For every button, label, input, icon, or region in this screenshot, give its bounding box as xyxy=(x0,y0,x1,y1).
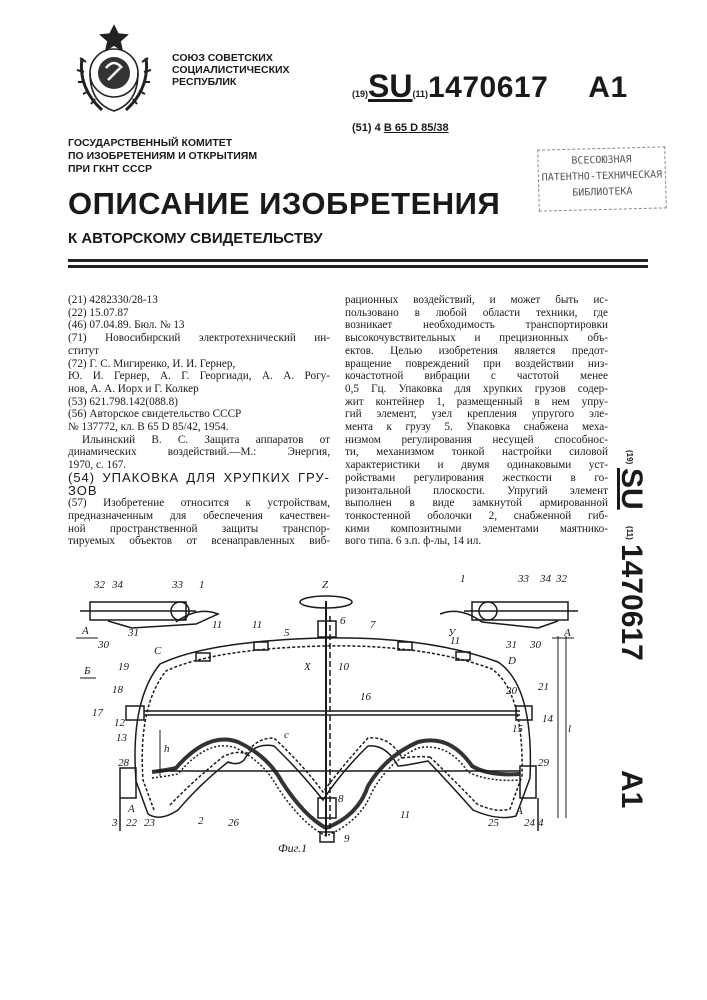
abstract-line: мента к грузу 5. Упаковка снабжена меха- xyxy=(345,421,608,434)
label-32: 32 xyxy=(556,573,567,585)
divider xyxy=(68,259,648,262)
label-31: 31 xyxy=(506,639,517,651)
biblio-line: 1970, с. 167. xyxy=(68,459,127,472)
label-33: 33 xyxy=(518,573,529,585)
biblio-line: (53) 621.798.142(088.8) xyxy=(68,395,178,408)
code-19: (19) xyxy=(352,89,369,99)
label-A: А xyxy=(82,625,89,637)
label-32: 32 xyxy=(94,579,105,591)
label-11: 11 xyxy=(212,619,223,631)
side-patent-number-text: 1470617 xyxy=(615,544,648,661)
side-code-19: (19) xyxy=(625,450,634,465)
union-name xyxy=(172,52,290,88)
label-17: 17 xyxy=(92,707,103,719)
label-14: 14 xyxy=(542,713,553,725)
abstract-line: кочастотной вибрации с частотой менее xyxy=(345,370,608,383)
side-code-11: (11) xyxy=(625,526,634,540)
document-title: ОПИСАНИЕ ИЗОБРЕТЕНИЯ xyxy=(68,186,501,221)
stamp-line: ВСЕСОЮЗНАЯ xyxy=(571,154,632,167)
figure-caption: Фиг.1 xyxy=(278,841,308,855)
ipc-class: B 65 D 85/38 xyxy=(383,122,449,134)
union-line: СОЮЗ СОВЕТСКИХ xyxy=(172,52,273,64)
abstract-line: кими композитными элементами маятнико- xyxy=(345,522,608,535)
abstract-line: предназначенным для обеспечения качествен- xyxy=(68,509,330,522)
label-7: 7 xyxy=(370,619,376,631)
label-28: 28 xyxy=(118,757,129,769)
label-Z: Z xyxy=(322,579,329,591)
biblio-line: нов, А. А. Иорх и Г. Колкер xyxy=(68,382,199,395)
label-6: 6 xyxy=(340,615,346,627)
abstract-line: ризонтальной плоскости. Упругий элемент xyxy=(345,484,608,497)
label-X: X xyxy=(304,661,311,673)
label-16: 16 xyxy=(360,691,371,703)
abstract-line: гий элемент, узел крепления упругого эле- xyxy=(345,408,608,421)
abstract-line: жит контейнер 1, размещенный в нем упру- xyxy=(345,395,608,408)
invention-title: (54) УПАКОВКА ДЛЯ ХРУПКИХ ГРУ- xyxy=(68,471,330,485)
document-subtitle: К АВТОРСКОМУ СВИДЕТЕЛЬСТВУ xyxy=(68,230,323,247)
biblio-line: Ю. И. Гернер, А. Г. Георгиади, А. А. Рогу- xyxy=(68,370,330,383)
abstract-line: ти, механизмом тонкой настройки силовой xyxy=(345,446,608,459)
label-15: 15 xyxy=(512,723,523,735)
abstract-line: выполнен в виде замкнутой армированной xyxy=(345,497,608,510)
abstract-line: рационных воздействий, и может быть ис- xyxy=(345,294,608,306)
abstract-line: низмом регулирования несущей способнос- xyxy=(345,433,608,446)
committee-name xyxy=(68,137,257,176)
biblio-line: № 137772, кл. В 65 D 85/42, 1954. xyxy=(68,421,229,434)
biblio-line: (22) 15.07.87 xyxy=(68,306,129,319)
label-30: 30 xyxy=(530,639,541,651)
label-11: 11 xyxy=(400,809,411,821)
biblio-line: (21) 4282330/28-13 xyxy=(68,294,158,306)
abstract-line: характеристики и двумя одинаковыми уст- xyxy=(345,459,608,472)
biblio-line: динамических воздействий.—М.: Энергия, xyxy=(68,446,330,459)
committee-line: ГОСУДАРСТВЕННЫЙ КОМИТЕТ xyxy=(68,137,233,149)
label-1: 1 xyxy=(460,573,466,585)
abstract-line: вого типа. 6 з.п. ф-лы, 14 ил. xyxy=(345,535,482,548)
abstract-line: тонкостенной оболочки 2, снабженной гиб- xyxy=(345,509,608,522)
abstract-line: (57) Изобретение относится к устройствам, xyxy=(68,497,330,510)
label-34: 34 xyxy=(540,573,551,585)
label-26: 26 xyxy=(228,817,239,829)
label-13: 13 xyxy=(116,732,127,744)
label-B: Б xyxy=(84,665,91,677)
committee-line: ПРИ ГКНТ СССР xyxy=(68,163,153,175)
patent-number-block xyxy=(352,68,628,105)
label-21: 21 xyxy=(538,681,549,693)
committee-line: ПО ИЗОБРЕТЕНИЯМ И ОТКРЫТИЯМ xyxy=(68,150,258,162)
label-5: 5 xyxy=(284,627,290,639)
label-31: 31 xyxy=(128,627,139,639)
abstract-line: 0,5 Гц. Упаковка для хрупких грузов содер- xyxy=(345,382,608,395)
label-24: 24 xyxy=(524,817,535,829)
label-C: C xyxy=(154,645,162,657)
union-line: СОЦИАЛИСТИЧЕСКИХ xyxy=(172,64,290,76)
biblio-line: (56) Авторское свидетельство СССР xyxy=(68,408,242,421)
label-12: 12 xyxy=(114,717,125,729)
label-30: 30 xyxy=(98,639,109,651)
label-18: 18 xyxy=(112,684,123,696)
abstract-line: возникает необходимость транспортировки xyxy=(345,319,608,332)
label-4: 4 xyxy=(538,817,544,829)
label-h: h xyxy=(164,743,170,755)
patent-number: 1470617 xyxy=(427,71,549,104)
biblio-line: (46) 07.04.89. Бюл. № 13 xyxy=(68,319,185,332)
label-25: 25 xyxy=(488,817,499,829)
code-11: (11) xyxy=(412,89,428,99)
stamp-line: ПАТЕНТНО-ТЕХНИЧЕСКАЯ xyxy=(541,169,663,184)
label-22: 22 xyxy=(126,817,137,829)
abstract-column xyxy=(345,294,608,548)
side-patent-number xyxy=(613,448,655,820)
country-code: SU xyxy=(368,68,413,104)
label-2: 2 xyxy=(198,815,204,827)
label-23: 23 xyxy=(144,817,155,829)
label-8: 8 xyxy=(338,793,344,805)
abstract-line: вращение повреждений при воздействии низ- xyxy=(345,357,608,370)
abstract-line: ройствами регулирования жесткости в го- xyxy=(345,471,608,484)
side-patent-kind: A1 xyxy=(615,770,648,809)
label-A: А xyxy=(564,627,571,639)
label-l: l xyxy=(568,723,572,735)
library-stamp xyxy=(537,146,667,211)
label-19: 19 xyxy=(118,661,129,673)
bibliographic-column xyxy=(68,294,330,548)
ipc-classification xyxy=(352,122,449,134)
label-29: 29 xyxy=(538,757,549,769)
abstract-line: высокочувствительных и прецизионных объ- xyxy=(345,332,608,345)
label-20: 20 xyxy=(506,685,517,697)
label-10: 10 xyxy=(338,661,349,673)
label-1: 1 xyxy=(199,579,205,591)
stamp-line: БИБЛИОТЕКА xyxy=(572,186,633,199)
label-A: А xyxy=(128,803,135,815)
biblio-line: (72) Г. С. Мигиренко, И. И. Гернер, xyxy=(68,357,236,370)
biblio-line: (71) Новосибирский электротехнический ин- xyxy=(68,332,330,345)
label-34: 34 xyxy=(112,579,123,591)
abstract-line: ной пространственной защиты транспор- xyxy=(68,522,330,535)
invention-title: ЗОВ xyxy=(68,484,98,498)
label-Y: У xyxy=(448,627,456,639)
label-D: D xyxy=(508,655,516,667)
label-3: 3 xyxy=(112,817,118,829)
side-country-code: SU xyxy=(615,468,648,510)
abstract-line: тируемых объектов от всенаправленных виб- xyxy=(68,535,330,548)
label-c: с xyxy=(284,729,289,741)
patent-kind: A1 xyxy=(588,71,628,104)
container-outline xyxy=(135,638,530,818)
label-33: 33 xyxy=(172,579,183,591)
abstract-line: пользовано в любой области техники, где xyxy=(345,306,608,319)
figure-1-drawing xyxy=(68,566,588,856)
state-emblem xyxy=(68,18,160,118)
union-line: РЕСПУБЛИК xyxy=(172,76,237,88)
ipc-code: (51) 4 xyxy=(352,122,381,134)
label-11: 11 xyxy=(450,635,461,647)
label-9: 9 xyxy=(344,833,350,845)
biblio-line: ститут xyxy=(68,344,100,357)
abstract-line: ектов. Целью изобретения является предот- xyxy=(345,344,608,357)
label-11: 11 xyxy=(252,619,263,631)
biblio-line: Ильинский В. С. Защита аппаратов от xyxy=(82,433,330,446)
label-A: А xyxy=(516,805,523,817)
divider xyxy=(68,265,648,268)
